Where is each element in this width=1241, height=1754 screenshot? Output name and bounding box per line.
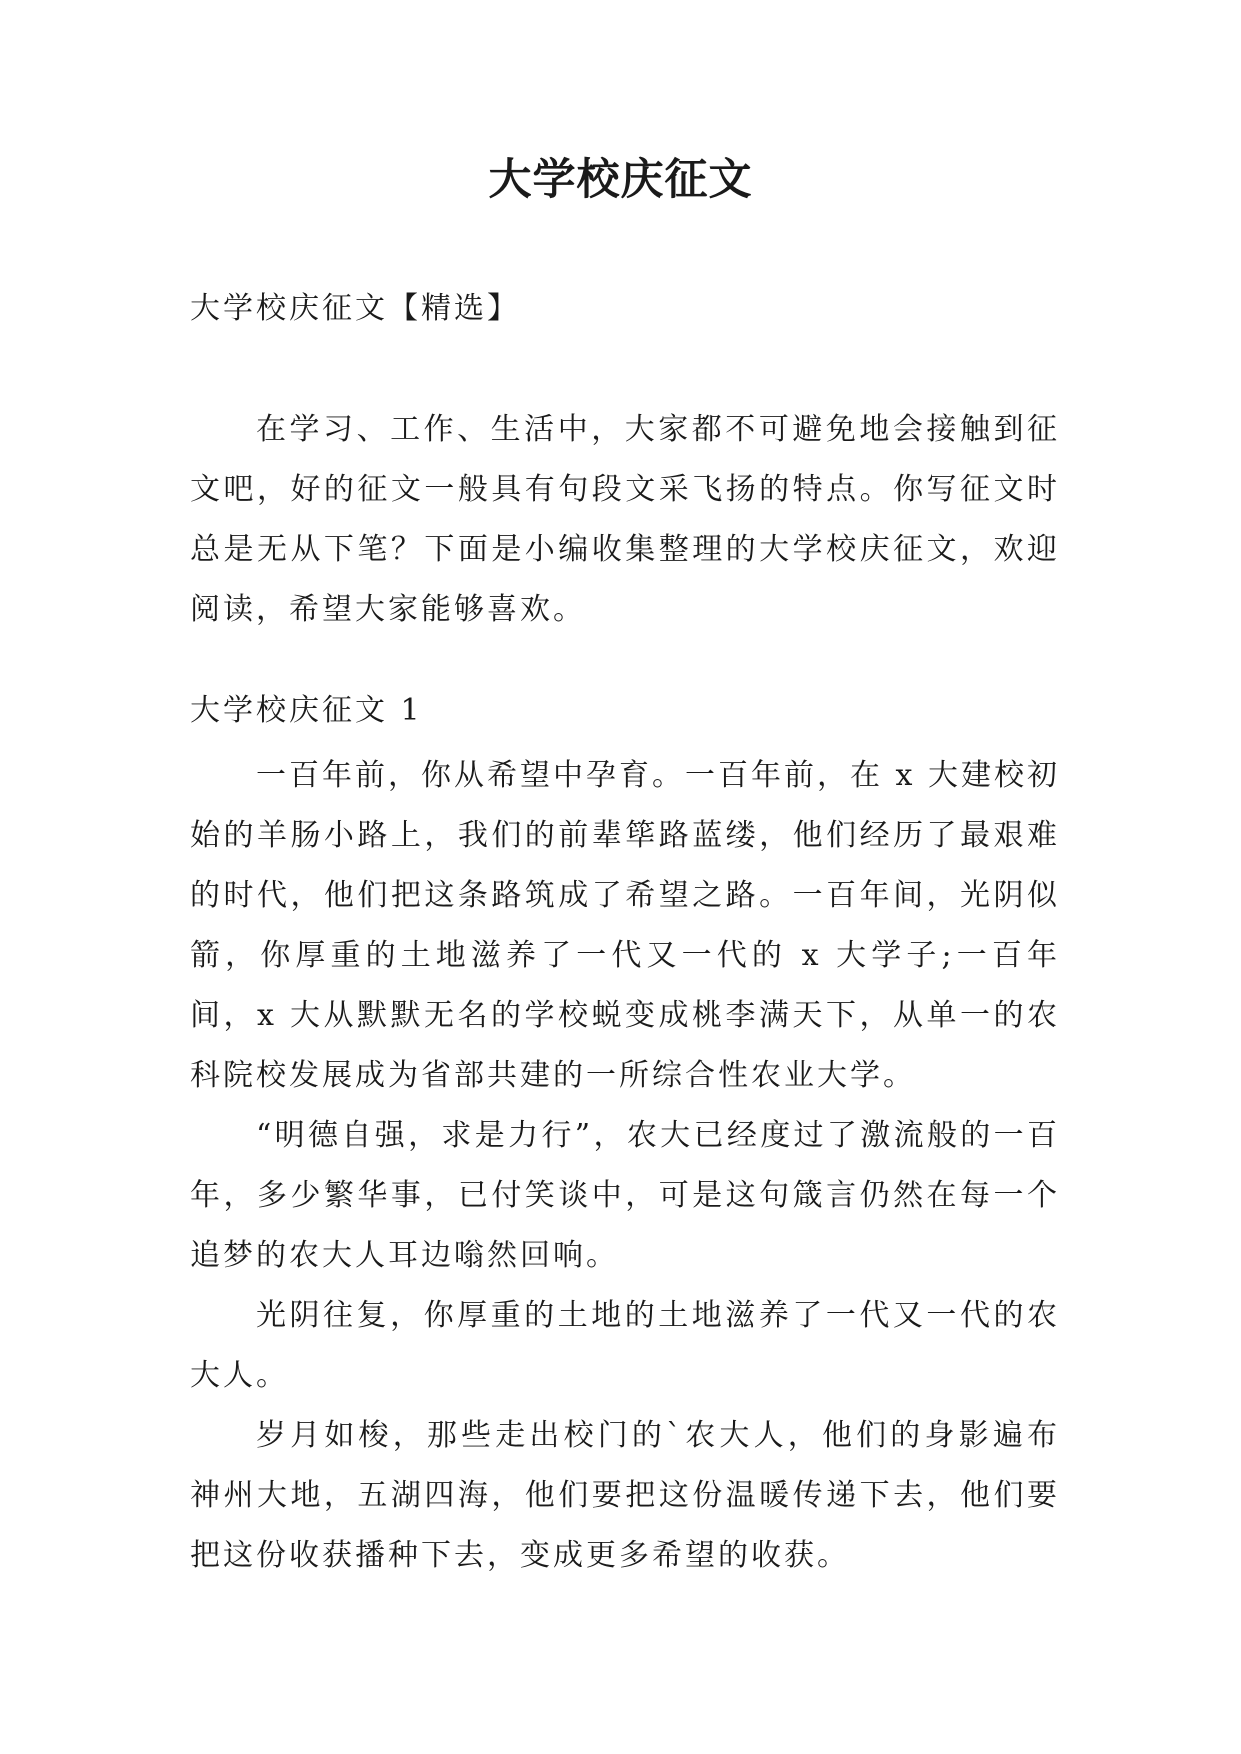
section-heading: 大学校庆征文 1: [190, 693, 423, 728]
body-paragraph-1: 一百年前，你从希望中孕育。一百年前，在 x 大建校初始的羊肠小路上，我们的前辈筚路蓝缕，他们经历了最艰难的时代，他们把这条路筑成了希望之路。一百年间，光阴似箭，你厚重的土地滋养了一代又一代的 x 大学子;一百年间，x 大从默默无名的学校蜕变成桃李满天下，从单一的农科院校发展成为省部共建的一所综合性农业大学。: [190, 758, 1060, 1093]
document-body: [190, 290, 1060, 1586]
document-title: 大学校庆征文: [488, 155, 753, 205]
intro-paragraph: 在学习、工作、生活中，大家都不可避免地会接触到征文吧，好的征文一般具有句段文采飞扬的特点。你写征文时总是无从下笔？下面是小编收集整理的大学校庆征文，欢迎阅读，希望大家能够喜欢。: [190, 412, 1060, 627]
body-paragraph-2: “明德自强，求是力行”，农大已经度过了激流般的一百年，多少繁华事，已付笑谈中，可是这句箴言仍然在每一个追梦的农大人耳边嗡然回响。: [190, 1118, 1060, 1273]
body-paragraph-3: 光阴往复，你厚重的土地的土地滋养了一代又一代的农大人。: [190, 1298, 1060, 1393]
spacer: [190, 328, 1060, 400]
document-subtitle: 大学校庆征文【精选】: [190, 291, 520, 326]
spacer: [190, 730, 1060, 746]
body-paragraph-4: 岁月如梭，那些走出校门的`农大人，他们的身影遍布神州大地，五湖四海，他们要把这份温暖传递下去，他们要把这份收获播种下去，变成更多希望的收获。: [190, 1418, 1060, 1573]
spacer: [190, 640, 1060, 692]
